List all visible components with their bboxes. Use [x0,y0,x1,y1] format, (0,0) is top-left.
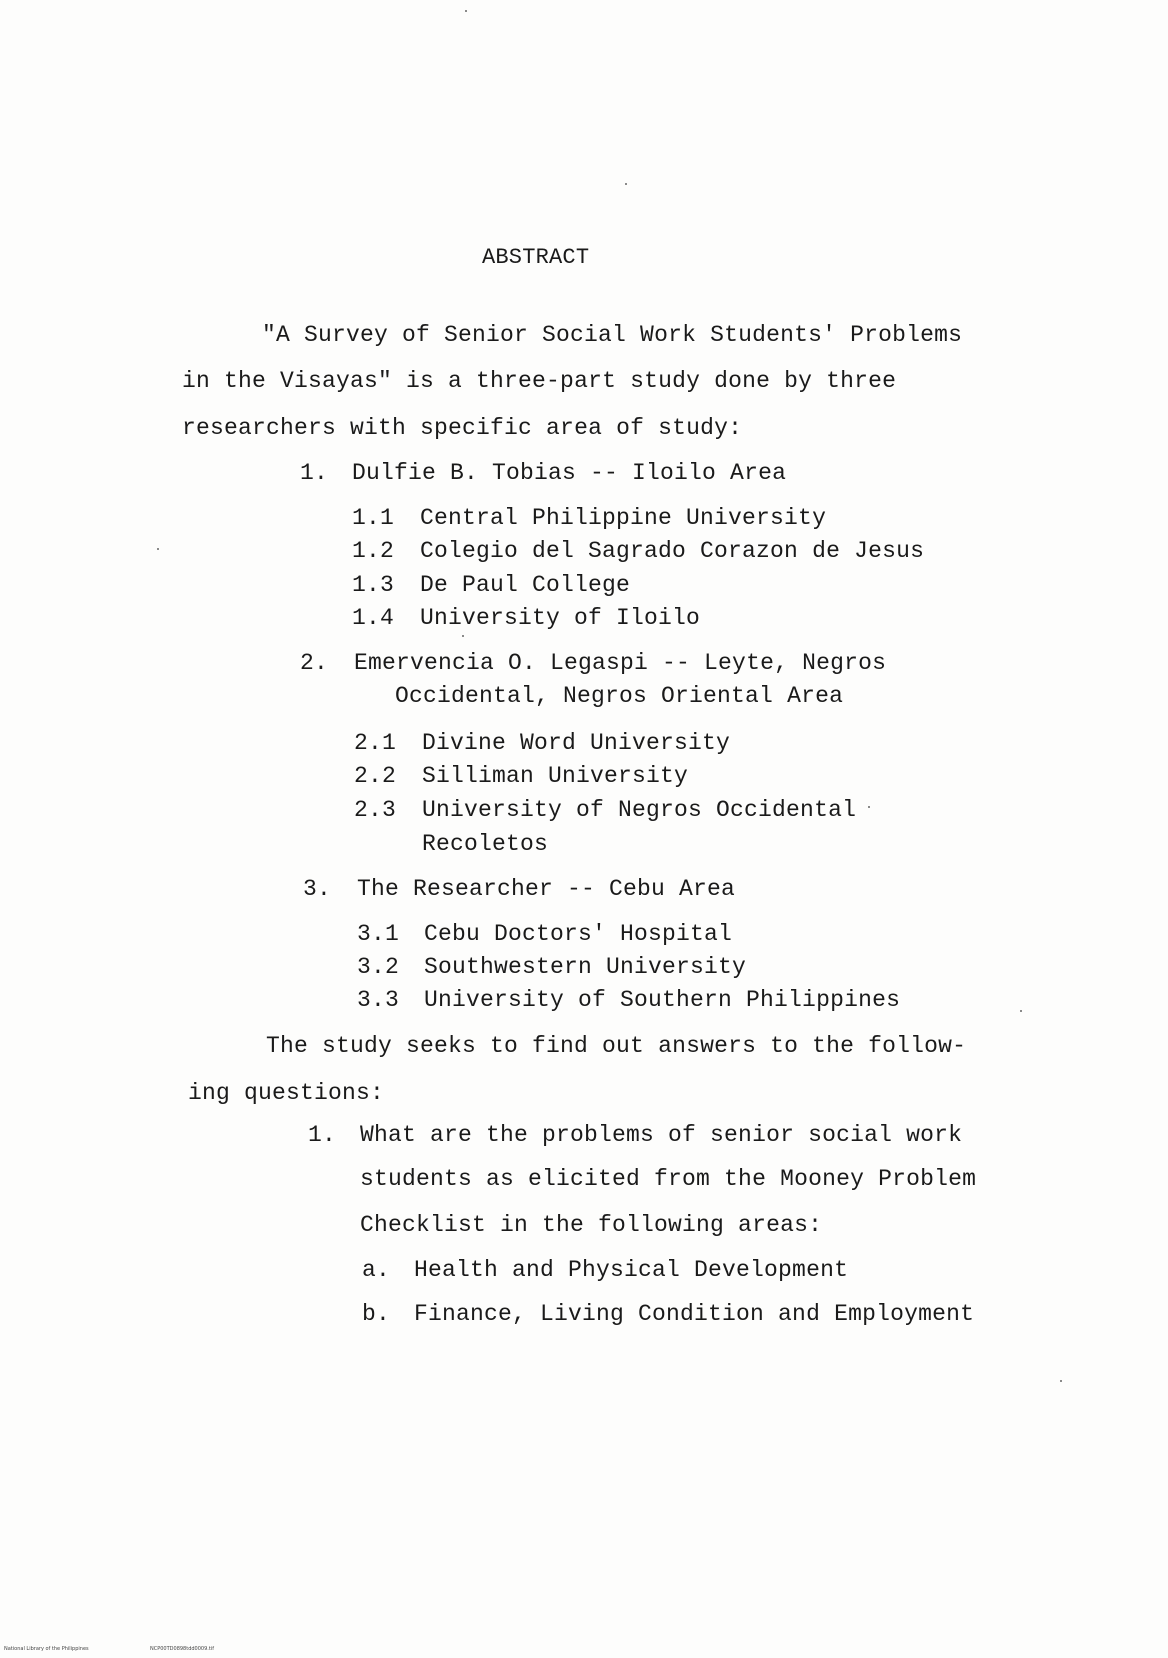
school-1-4-name: University of Iloilo [420,605,701,631]
intro-line-1: "A Survey of Senior Social Work Students' Problems [262,322,963,348]
question-1-line-1: What are the problems of senior social work [360,1122,963,1148]
school-2-1-name: Divine Word University [422,730,731,756]
school-2-1-number: 2.1 [354,730,397,756]
intro-line-2: in the Visayas" is a three-part study done by three [182,368,897,394]
school-2-3-name: University of Negros Occidental [422,797,857,823]
school-3-3-name: University of Southern Philippines [424,987,901,1013]
footer-library: National Library of the Philippines [4,1646,89,1652]
question-1-number: 1. [308,1122,337,1148]
researcher-1-name: Dulfie B. Tobias -- Iloilo Area [352,460,787,486]
area-b-letter: b. [362,1301,391,1327]
scan-speck [868,806,870,808]
school-3-2-number: 3.2 [357,954,400,980]
school-1-1-name: Central Philippine University [420,505,827,531]
researcher-1-number: 1. [300,460,329,486]
school-2-2-name: Silliman University [422,763,689,789]
question-1-line-3: Checklist in the following areas: [360,1212,823,1238]
scan-speck [625,183,627,185]
school-1-1-number: 1.1 [352,505,395,531]
school-2-2-number: 2.2 [354,763,397,789]
area-a-letter: a. [362,1257,391,1283]
school-1-3-number: 1.3 [352,572,395,598]
school-3-1-number: 3.1 [357,921,400,947]
school-3-3-number: 3.3 [357,987,400,1013]
scan-speck [1060,1380,1062,1382]
researcher-2-name-cont: Occidental, Negros Oriental Area [395,683,844,709]
footer-filename: NCP00TD0898tdd0009.tif [150,1646,214,1652]
school-1-2-name: Colegio del Sagrado Corazon de Jesus [420,538,925,564]
question-1-line-2: students as elicited from the Mooney Problem [360,1166,977,1192]
school-1-2-number: 1.2 [352,538,395,564]
scan-speck [1020,1010,1022,1012]
scan-speck [157,548,159,550]
school-2-3-number: 2.3 [354,797,397,823]
researcher-3-name: The Researcher -- Cebu Area [357,876,736,902]
school-3-1-name: Cebu Doctors' Hospital [424,921,733,947]
school-3-2-name: Southwestern University [424,954,747,980]
school-1-4-number: 1.4 [352,605,395,631]
intro-line-3: researchers with specific area of study: [182,415,743,441]
study-line-2: ing questions: [188,1080,385,1106]
page-title: ABSTRACT [482,245,590,270]
study-line-1: The study seeks to find out answers to the follow- [266,1033,967,1059]
researcher-2-number: 2. [300,650,329,676]
scan-speck [462,635,464,637]
researcher-2-name: Emervencia O. Legaspi -- Leyte, Negros [354,650,887,676]
area-a-text: Health and Physical Development [414,1257,849,1283]
school-1-3-name: De Paul College [420,572,631,598]
scan-speck [465,10,467,12]
researcher-3-number: 3. [303,876,332,902]
school-2-3-name-cont: Recoletos [422,831,549,857]
area-b-text: Finance, Living Condition and Employment [414,1301,975,1327]
